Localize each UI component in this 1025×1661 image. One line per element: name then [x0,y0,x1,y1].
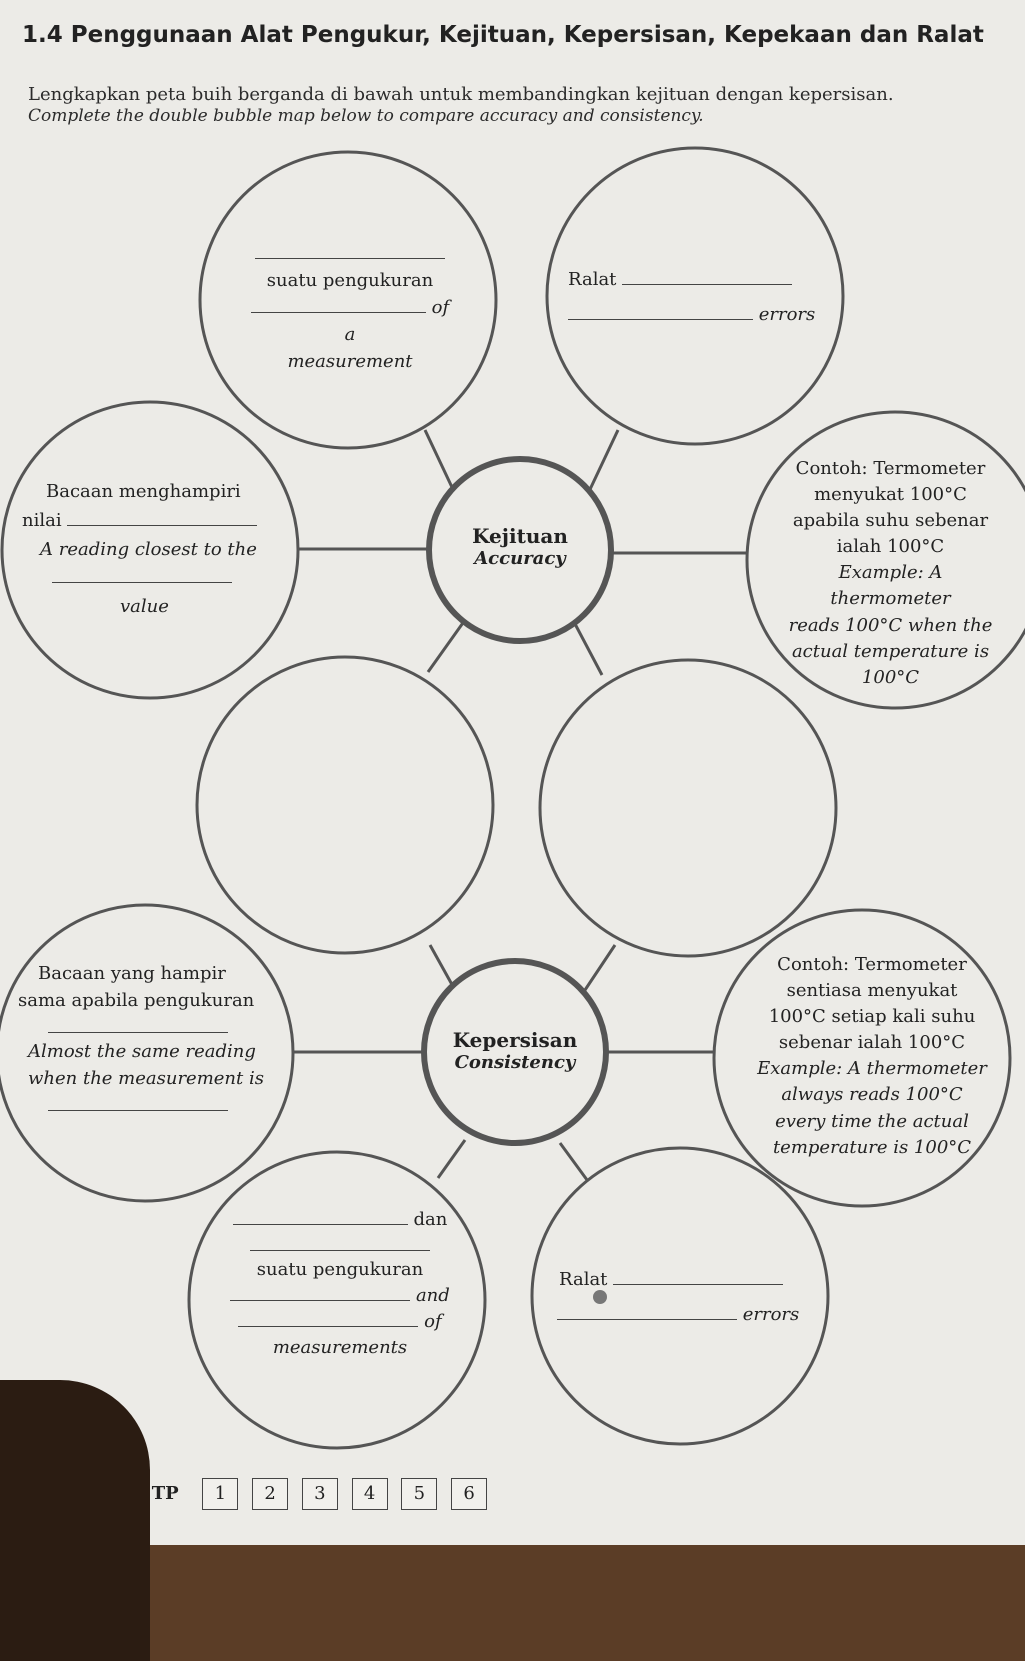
text-line: Contoh: Termometer [795,458,986,479]
text-line: Ralat [568,269,617,290]
text-line: measurement [287,351,413,372]
tp-label: TP [151,1483,179,1504]
answer-blank[interactable] [238,1312,418,1327]
text-line: Ralat [559,1269,608,1290]
bubble-blank-left [197,657,493,953]
text-line: Bacaan yang hampir [38,963,226,984]
text-line: sama apabila pengukuran [18,990,255,1011]
text-line: ialah 100°C [836,536,945,558]
text-line: 100°C setiap kali suhu [768,1006,976,1028]
answer-blank[interactable] [250,1236,430,1251]
hub-consistency-en: Consistency [454,1052,576,1073]
answer-blank[interactable] [233,1210,408,1225]
answer-blank[interactable] [48,1018,228,1033]
text-line: actual temperature is [791,640,990,662]
text-line: A reading closest to the [40,538,257,560]
hub-consistency-label [435,1028,595,1073]
text-line: errors [742,1304,800,1325]
text-line: 100°C [861,666,920,688]
hub-accuracy-label [440,524,600,569]
tp-level-box[interactable]: 5 [401,1478,437,1510]
page-title: 1.4 Penggunaan Alat Pengukur, Kejituan, Kepersisan, Kepekaan dan Ralat [22,22,984,48]
text-line: errors [758,304,816,325]
tp-level-box[interactable]: 4 [352,1478,388,1510]
text-line: when the measurement is [28,1068,264,1089]
text-line: dan [413,1209,448,1230]
answer-blank[interactable] [67,511,257,526]
text-line: Example: A thermometer [757,1058,987,1080]
answer-blank[interactable] [557,1305,737,1320]
answer-blank[interactable] [52,568,232,583]
bubble-consistency-reading-text [18,960,268,1119]
answer-blank[interactable] [251,298,426,313]
connector-line [560,1143,590,1184]
hand-shadow [0,1380,150,1661]
text-line: reads 100°C when the [788,614,993,636]
bubble-accuracy-errors-text [568,266,838,328]
answer-blank[interactable] [568,305,753,320]
text-line: suatu pengukuran [266,270,434,291]
answer-blank[interactable] [48,1096,228,1111]
text-line: menyukat 100°C [814,484,967,506]
instruction-english: Complete the double bubble map below to compare accuracy and consistency. [28,106,704,126]
hub-accuracy-en: Accuracy [474,548,566,569]
bubble-blank-right [540,660,836,956]
connector-line [428,620,465,672]
answer-blank[interactable] [622,270,792,285]
text-line: Example: A thermometer [830,562,951,610]
connector-line [585,945,615,990]
answer-blank[interactable] [255,244,445,259]
text-line: sebenar ialah 100°C [778,1032,966,1054]
bubble-accuracy-definition-text [250,240,450,375]
text-line: always reads 100°C [781,1084,963,1106]
text-line: temperature is 100°C [772,1136,972,1158]
text-line: Bacaan menghampiri [46,481,241,502]
text-line: sentiasa menyukat [786,980,958,1002]
instruction-malay: Lengkapkan peta buih berganda di bawah untuk membandingkan kejituan dengan kepersisan. [28,84,894,105]
hub-consistency-ms: Kepersisan [452,1028,578,1052]
answer-blank[interactable] [613,1270,783,1285]
text-line: suatu pengukuran [256,1259,424,1281]
answer-blank[interactable] [230,1286,410,1301]
text-line: apabila suhu sebenar [792,510,989,532]
bubble-accuracy-reading-text [22,478,262,622]
text-line: of a [344,297,450,345]
text-line: Almost the same reading [28,1041,256,1062]
connector-line [574,622,602,675]
bubble-accuracy-example-text [778,456,1003,691]
bubble-consistency-errors-text [557,1266,817,1328]
bubble-consistency-example-text [752,952,992,1161]
text-line: nilai [22,509,62,531]
text-line: Contoh: Termometer [777,954,967,975]
tp-level-box[interactable]: 6 [451,1478,487,1510]
tp-level-box[interactable]: 2 [252,1478,288,1510]
hub-accuracy-ms: Kejituan [472,524,568,548]
text-line: measurements [272,1337,408,1359]
text-line: every time the actual [775,1110,969,1132]
tp-level-box[interactable]: 3 [302,1478,338,1510]
connector-line [438,1140,465,1178]
text-line: and [415,1285,450,1307]
text-line: of [424,1311,442,1333]
tp-level-box[interactable]: 1 [202,1478,238,1510]
text-line: value [120,596,169,618]
bubble-consistency-definition-text [225,1207,455,1361]
